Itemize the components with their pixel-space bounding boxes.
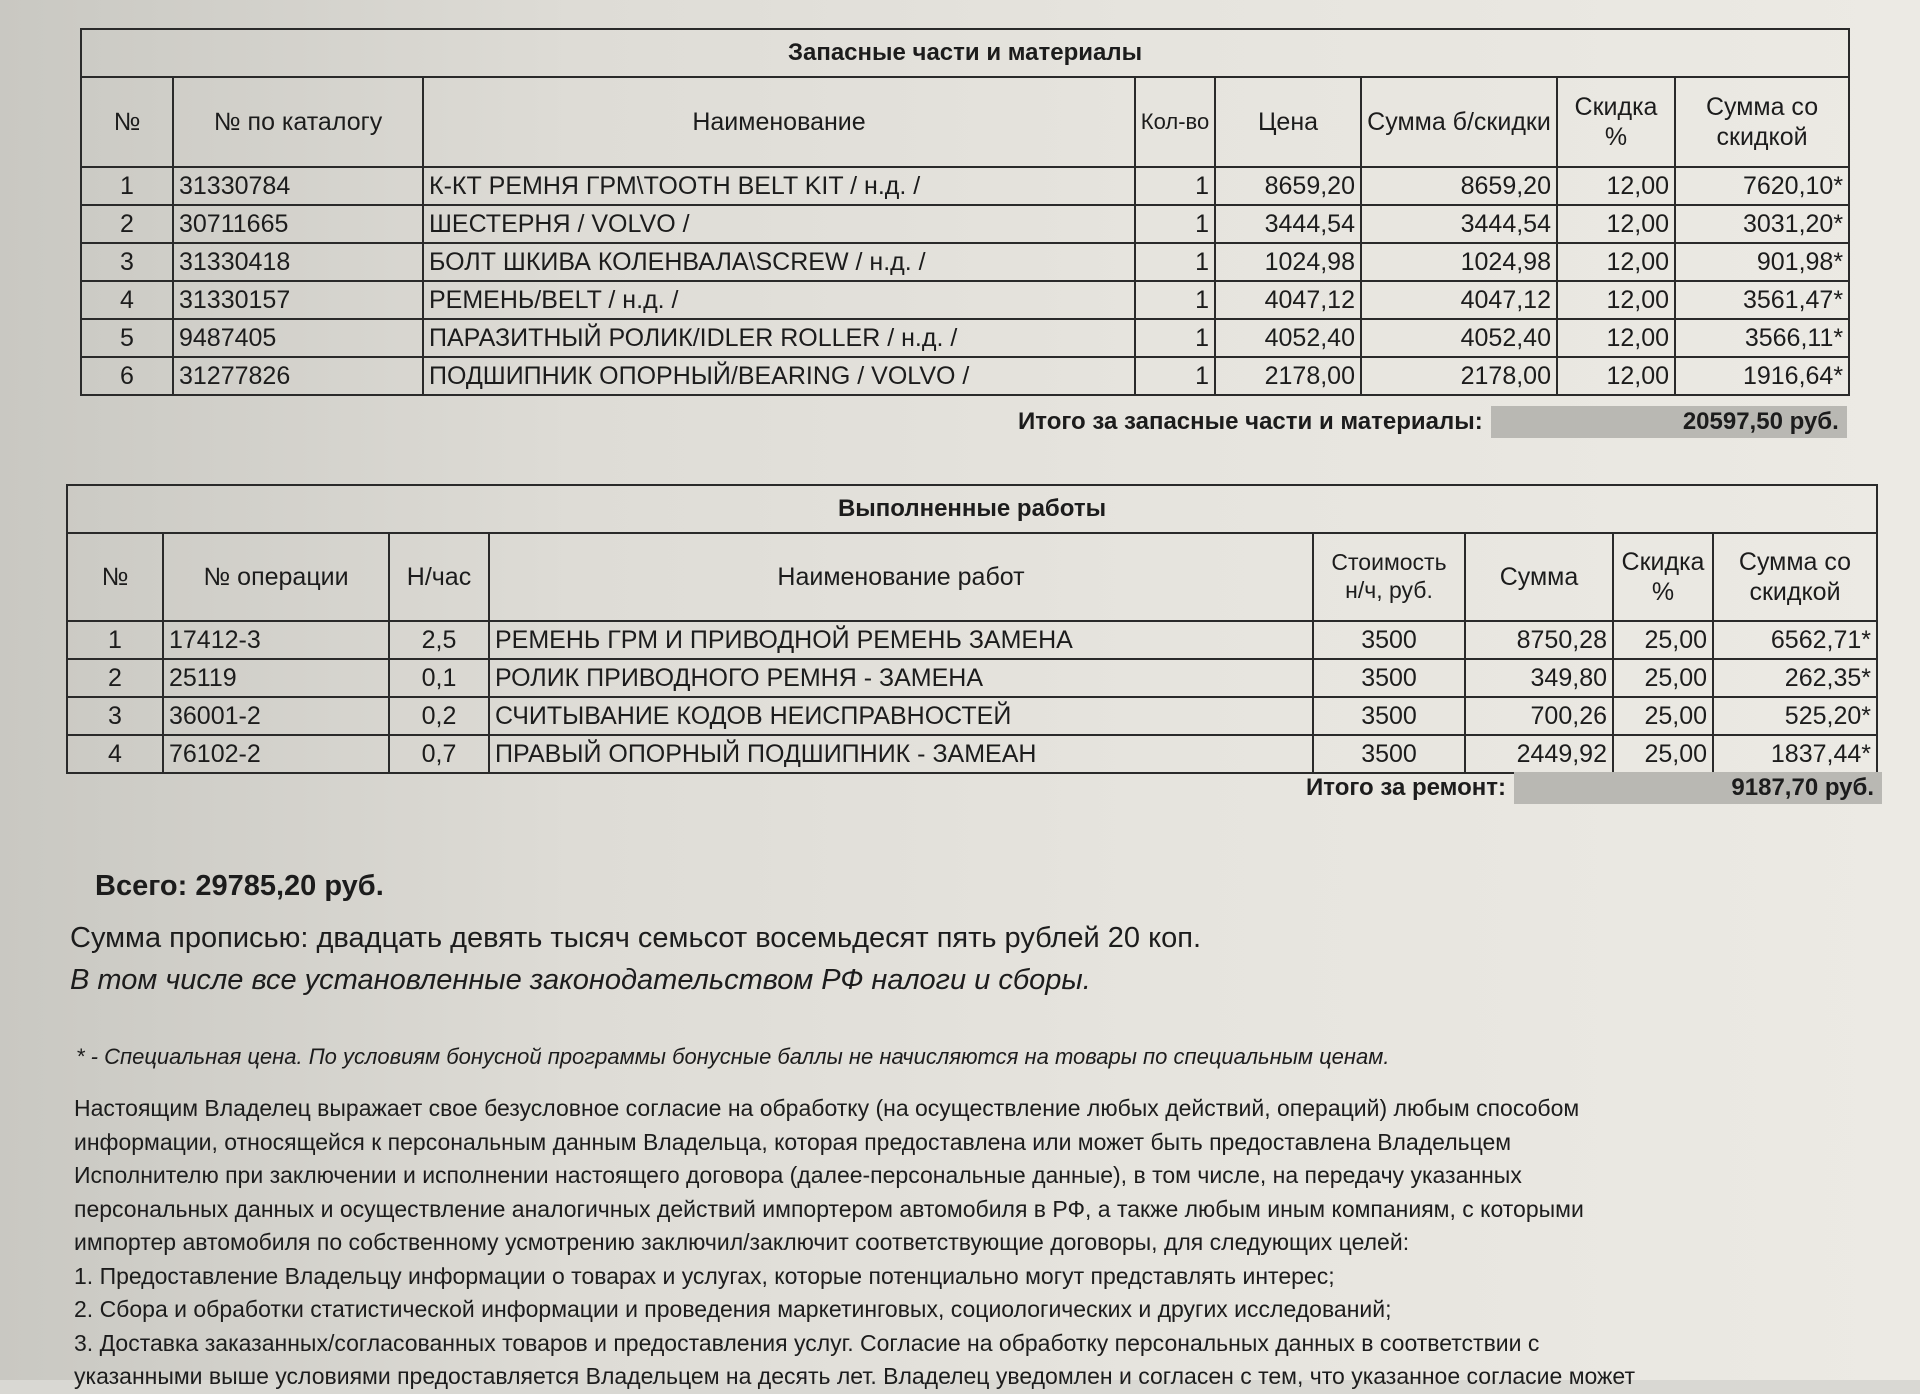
- cell-hours: 0,2: [389, 697, 489, 735]
- cell-name: ПАРАЗИТНЫЙ РОЛИК/IDLER ROLLER / н.д. /: [423, 319, 1135, 357]
- cell-qty: 1: [1135, 357, 1215, 395]
- cell-number: 5: [81, 319, 173, 357]
- cell-price: 4052,40: [1215, 319, 1361, 357]
- cell-price: 3444,54: [1215, 205, 1361, 243]
- cell-catalog: 31330157: [173, 281, 423, 319]
- cell-rate: 3500: [1313, 697, 1465, 735]
- cell-name: ПРАВЫЙ ОПОРНЫЙ ПОДШИПНИК - ЗАМЕАН: [489, 735, 1313, 773]
- consent-line: информации, относящейся к персональным данным Владельца, которая предоставлена или может быть предоставлена Владельцем: [74, 1128, 1512, 1155]
- works-total-label: Итого за ремонт:: [1306, 774, 1507, 801]
- cell-catalog: 31330418: [173, 243, 423, 281]
- parts-total-label: Итого за запасные части и материалы:: [1018, 408, 1483, 435]
- consent-line: персональных данных и осуществление аналогичных действий импортером автомобиля в РФ, а также любым иным компаниям, с которыми: [74, 1195, 1584, 1222]
- consent-paragraph: [74, 1092, 1635, 1394]
- cell-discount: 25,00: [1613, 659, 1713, 697]
- cell-discount: 12,00: [1557, 319, 1675, 357]
- cell-catalog: 30711665: [173, 205, 423, 243]
- cell-name: ШЕСТЕРНЯ / VOLVO /: [423, 205, 1135, 243]
- cell-catalog: 31277826: [173, 357, 423, 395]
- cell-sum: 349,80: [1465, 659, 1613, 697]
- consent-line: 2. Сбора и обработки статистической информации и проведения маркетинговых, социологических и других исследований;: [74, 1296, 1392, 1322]
- table-row: [81, 319, 1849, 357]
- works-header-hours: Н/час: [389, 533, 489, 621]
- parts-header-sum: Сумма б/скидки: [1361, 77, 1557, 167]
- parts-header-name: Наименование: [423, 77, 1135, 167]
- table-row: [81, 167, 1849, 205]
- cell-discount: 25,00: [1613, 697, 1713, 735]
- parts-header-discount: Скидка %: [1557, 77, 1675, 167]
- taxes-note: В том числе все установленные законодательством РФ налоги и сборы.: [70, 964, 1091, 996]
- cell-total: 1837,44*: [1713, 735, 1877, 773]
- table-row: [67, 735, 1877, 773]
- consent-line: импортер автомобиля по собственному усмотрению заключил/заключит соответствующие договоры, для следующих целей:: [74, 1229, 1410, 1255]
- cell-sum: 700,26: [1465, 697, 1613, 735]
- special-price-footnote: * - Специальная цена. По условиям бонусной программы бонусные баллы не начисляются на товары по специальным ценам.: [76, 1044, 1390, 1069]
- cell-operation: 17412-3: [163, 621, 389, 659]
- works-table: [66, 484, 1878, 774]
- amount-in-words: Сумма прописью: двадцать девять тысяч семьсот восемьдесят пять рублей 20 коп.: [70, 922, 1202, 954]
- works-header-number: №: [67, 533, 163, 621]
- cell-total: 1916,64*: [1675, 357, 1849, 395]
- consent-line: указанными выше условиями предоставляется Владельцем на десять лет. Владелец уведомлен и согласен с тем, что указанное согласие может: [74, 1363, 1635, 1389]
- cell-catalog: 9487405: [173, 319, 423, 357]
- cell-name: РЕМЕНЬ ГРМ И ПРИВОДНОЙ РЕМЕНЬ ЗАМЕНА: [489, 621, 1313, 659]
- cell-sum: 2178,00: [1361, 357, 1557, 395]
- parts-table: [80, 28, 1850, 396]
- cell-price: 4047,12: [1215, 281, 1361, 319]
- cell-total: 3031,20*: [1675, 205, 1849, 243]
- cell-sum: 4052,40: [1361, 319, 1557, 357]
- parts-header-catalog: № по каталогу: [173, 77, 423, 167]
- consent-line: 3. Доставка заказанных/согласованных товаров и предоставления услуг. Согласие на обработку персональных данных в соответствии с: [74, 1329, 1540, 1356]
- cell-operation: 36001-2: [163, 697, 389, 735]
- cell-operation: 25119: [163, 659, 389, 697]
- consent-line: Настоящим Владелец выражает свое безусловное согласие на обработку (на осуществление любых действий, операций) любым способом: [74, 1095, 1580, 1121]
- cell-sum: 8659,20: [1361, 167, 1557, 205]
- cell-number: 3: [81, 243, 173, 281]
- cell-discount: 12,00: [1557, 243, 1675, 281]
- cell-discount: 12,00: [1557, 281, 1675, 319]
- cell-hours: 0,1: [389, 659, 489, 697]
- cell-price: 2178,00: [1215, 357, 1361, 395]
- cell-price: 1024,98: [1215, 243, 1361, 281]
- cell-qty: 1: [1135, 167, 1215, 205]
- cell-qty: 1: [1135, 205, 1215, 243]
- parts-header-number: №: [81, 77, 173, 167]
- works-header-sum: Сумма: [1465, 533, 1613, 621]
- cell-name: БОЛТ ШКИВА КОЛЕНВАЛА\SCREW / н.д. /: [423, 243, 1135, 281]
- parts-table-title: Запасные части и материалы: [81, 29, 1849, 77]
- works-header-name: Наименование работ: [489, 533, 1313, 621]
- table-row: [67, 621, 1877, 659]
- cell-name: СЧИТЫВАНИЕ КОДОВ НЕИСПРАВНОСТЕЙ: [489, 697, 1313, 735]
- cell-total: 3566,11*: [1675, 319, 1849, 357]
- cell-total: 262,35*: [1713, 659, 1877, 697]
- works-header-operation: № операции: [163, 533, 389, 621]
- cell-number: 4: [67, 735, 163, 773]
- cell-number: 2: [81, 205, 173, 243]
- parts-total-value: 20597,50 руб.: [1491, 406, 1847, 438]
- cell-number: 1: [81, 167, 173, 205]
- cell-name: К-КТ РЕМНЯ ГРМ\TOOTH BELT KIT / н.д. /: [423, 167, 1135, 205]
- table-row: [81, 357, 1849, 395]
- cell-rate: 3500: [1313, 659, 1465, 697]
- table-row: [81, 205, 1849, 243]
- consent-line: 1. Предоставление Владельцу информации о товарах и услугах, которые потенциально могут представлять интерес;: [74, 1262, 1335, 1289]
- cell-discount: 25,00: [1613, 735, 1713, 773]
- works-total-value: 9187,70 руб.: [1514, 772, 1882, 804]
- cell-catalog: 31330784: [173, 167, 423, 205]
- cell-operation: 76102-2: [163, 735, 389, 773]
- cell-discount: 25,00: [1613, 621, 1713, 659]
- cell-qty: 1: [1135, 243, 1215, 281]
- parts-header-price: Цена: [1215, 77, 1361, 167]
- cell-name: ПОДШИПНИК ОПОРНЫЙ/BEARING / VOLVO /: [423, 357, 1135, 395]
- cell-hours: 2,5: [389, 621, 489, 659]
- works-header-discount: Скидка %: [1613, 533, 1713, 621]
- cell-total: 3561,47*: [1675, 281, 1849, 319]
- works-header-total: Сумма со скидкой: [1713, 533, 1877, 621]
- grand-total: Всего: 29785,20 руб.: [95, 870, 384, 902]
- cell-name: РЕМЕНЬ/BELT / н.д. /: [423, 281, 1135, 319]
- table-row: [81, 243, 1849, 281]
- cell-total: 901,98*: [1675, 243, 1849, 281]
- cell-sum: 1024,98: [1361, 243, 1557, 281]
- cell-number: 4: [81, 281, 173, 319]
- cell-name: РОЛИК ПРИВОДНОГО РЕМНЯ - ЗАМЕНА: [489, 659, 1313, 697]
- table-row: [67, 697, 1877, 735]
- cell-sum: 4047,12: [1361, 281, 1557, 319]
- cell-hours: 0,7: [389, 735, 489, 773]
- cell-sum: 3444,54: [1361, 205, 1557, 243]
- cell-discount: 12,00: [1557, 205, 1675, 243]
- cell-qty: 1: [1135, 319, 1215, 357]
- cell-discount: 12,00: [1557, 357, 1675, 395]
- cell-rate: 3500: [1313, 621, 1465, 659]
- works-header-rate: Стоимость н/ч, руб.: [1313, 533, 1465, 621]
- cell-total: 6562,71*: [1713, 621, 1877, 659]
- cell-qty: 1: [1135, 281, 1215, 319]
- parts-header-total: Сумма со скидкой: [1675, 77, 1849, 167]
- cell-number: 3: [67, 697, 163, 735]
- parts-total-line: [1018, 406, 1847, 438]
- works-total-line: [1306, 772, 1882, 804]
- cell-number: 6: [81, 357, 173, 395]
- cell-discount: 12,00: [1557, 167, 1675, 205]
- table-row: [67, 659, 1877, 697]
- consent-line: Исполнителю при заключении и исполнении настоящего договора (далее-персональные данные), в том числе, на передачу указанных: [74, 1162, 1522, 1188]
- cell-rate: 3500: [1313, 735, 1465, 773]
- cell-price: 8659,20: [1215, 167, 1361, 205]
- cell-number: 2: [67, 659, 163, 697]
- parts-header-qty: Кол-во: [1135, 77, 1215, 167]
- table-row: [81, 281, 1849, 319]
- works-table-title: Выполненные работы: [67, 485, 1877, 533]
- cell-total: 7620,10*: [1675, 167, 1849, 205]
- cell-sum: 2449,92: [1465, 735, 1613, 773]
- cell-total: 525,20*: [1713, 697, 1877, 735]
- cell-number: 1: [67, 621, 163, 659]
- cell-sum: 8750,28: [1465, 621, 1613, 659]
